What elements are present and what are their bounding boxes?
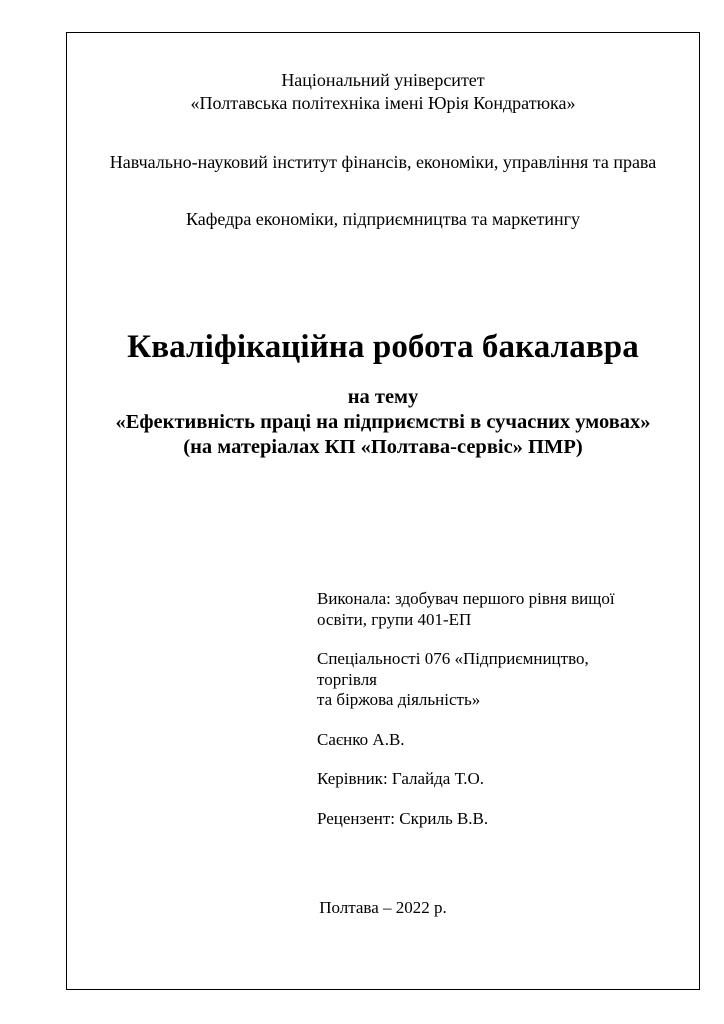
university-header	[67, 69, 699, 115]
thesis-materials-source: (на матеріалах КП «Полтава-сервіс» ПМР)	[183, 436, 583, 458]
page-title: Кваліфікаційна робота бакалавра	[127, 329, 639, 365]
place-and-year: Полтава – 2022 р.	[319, 898, 447, 917]
specialty-line-1: Спеціальності 076 «Підприємництво, торгівля	[317, 649, 589, 689]
supervisor-name: Керівник: Галайда Т.О.	[317, 769, 485, 788]
author-and-supervisor-block	[317, 589, 639, 829]
specialty-line-2: та біржова діяльність»	[317, 690, 481, 709]
institute-name: Навчально-науковий інститут фінансів, економіки, управління та права	[109, 152, 657, 172]
specialty-paragraph	[317, 649, 639, 711]
performed-by-line-1: Виконала: здобувач першого рівня вищої	[317, 589, 615, 608]
on-topic-label: на тему	[347, 386, 419, 408]
reviewer-name: Рецензент: Скриль В.В.	[317, 808, 489, 828]
university-name-line-1: Національний університет	[281, 70, 485, 90]
page-border-frame	[66, 32, 700, 990]
performed-by-paragraph	[317, 589, 639, 630]
university-name-line-2: «Полтавська політехніка імені Юрія Кондратюка»	[190, 93, 576, 113]
thesis-topic-block	[67, 385, 699, 460]
department-name: Кафедра економіки, підприємництва та маркетингу	[185, 209, 581, 229]
thesis-topic: «Ефективність праці на підприємстві в сучасних умовах»	[115, 411, 651, 433]
author-name: Саєнко А.В.	[317, 729, 405, 749]
performed-by-line-2: освіти, групи 401-ЕП	[317, 609, 472, 629]
page-content-area	[67, 33, 699, 989]
